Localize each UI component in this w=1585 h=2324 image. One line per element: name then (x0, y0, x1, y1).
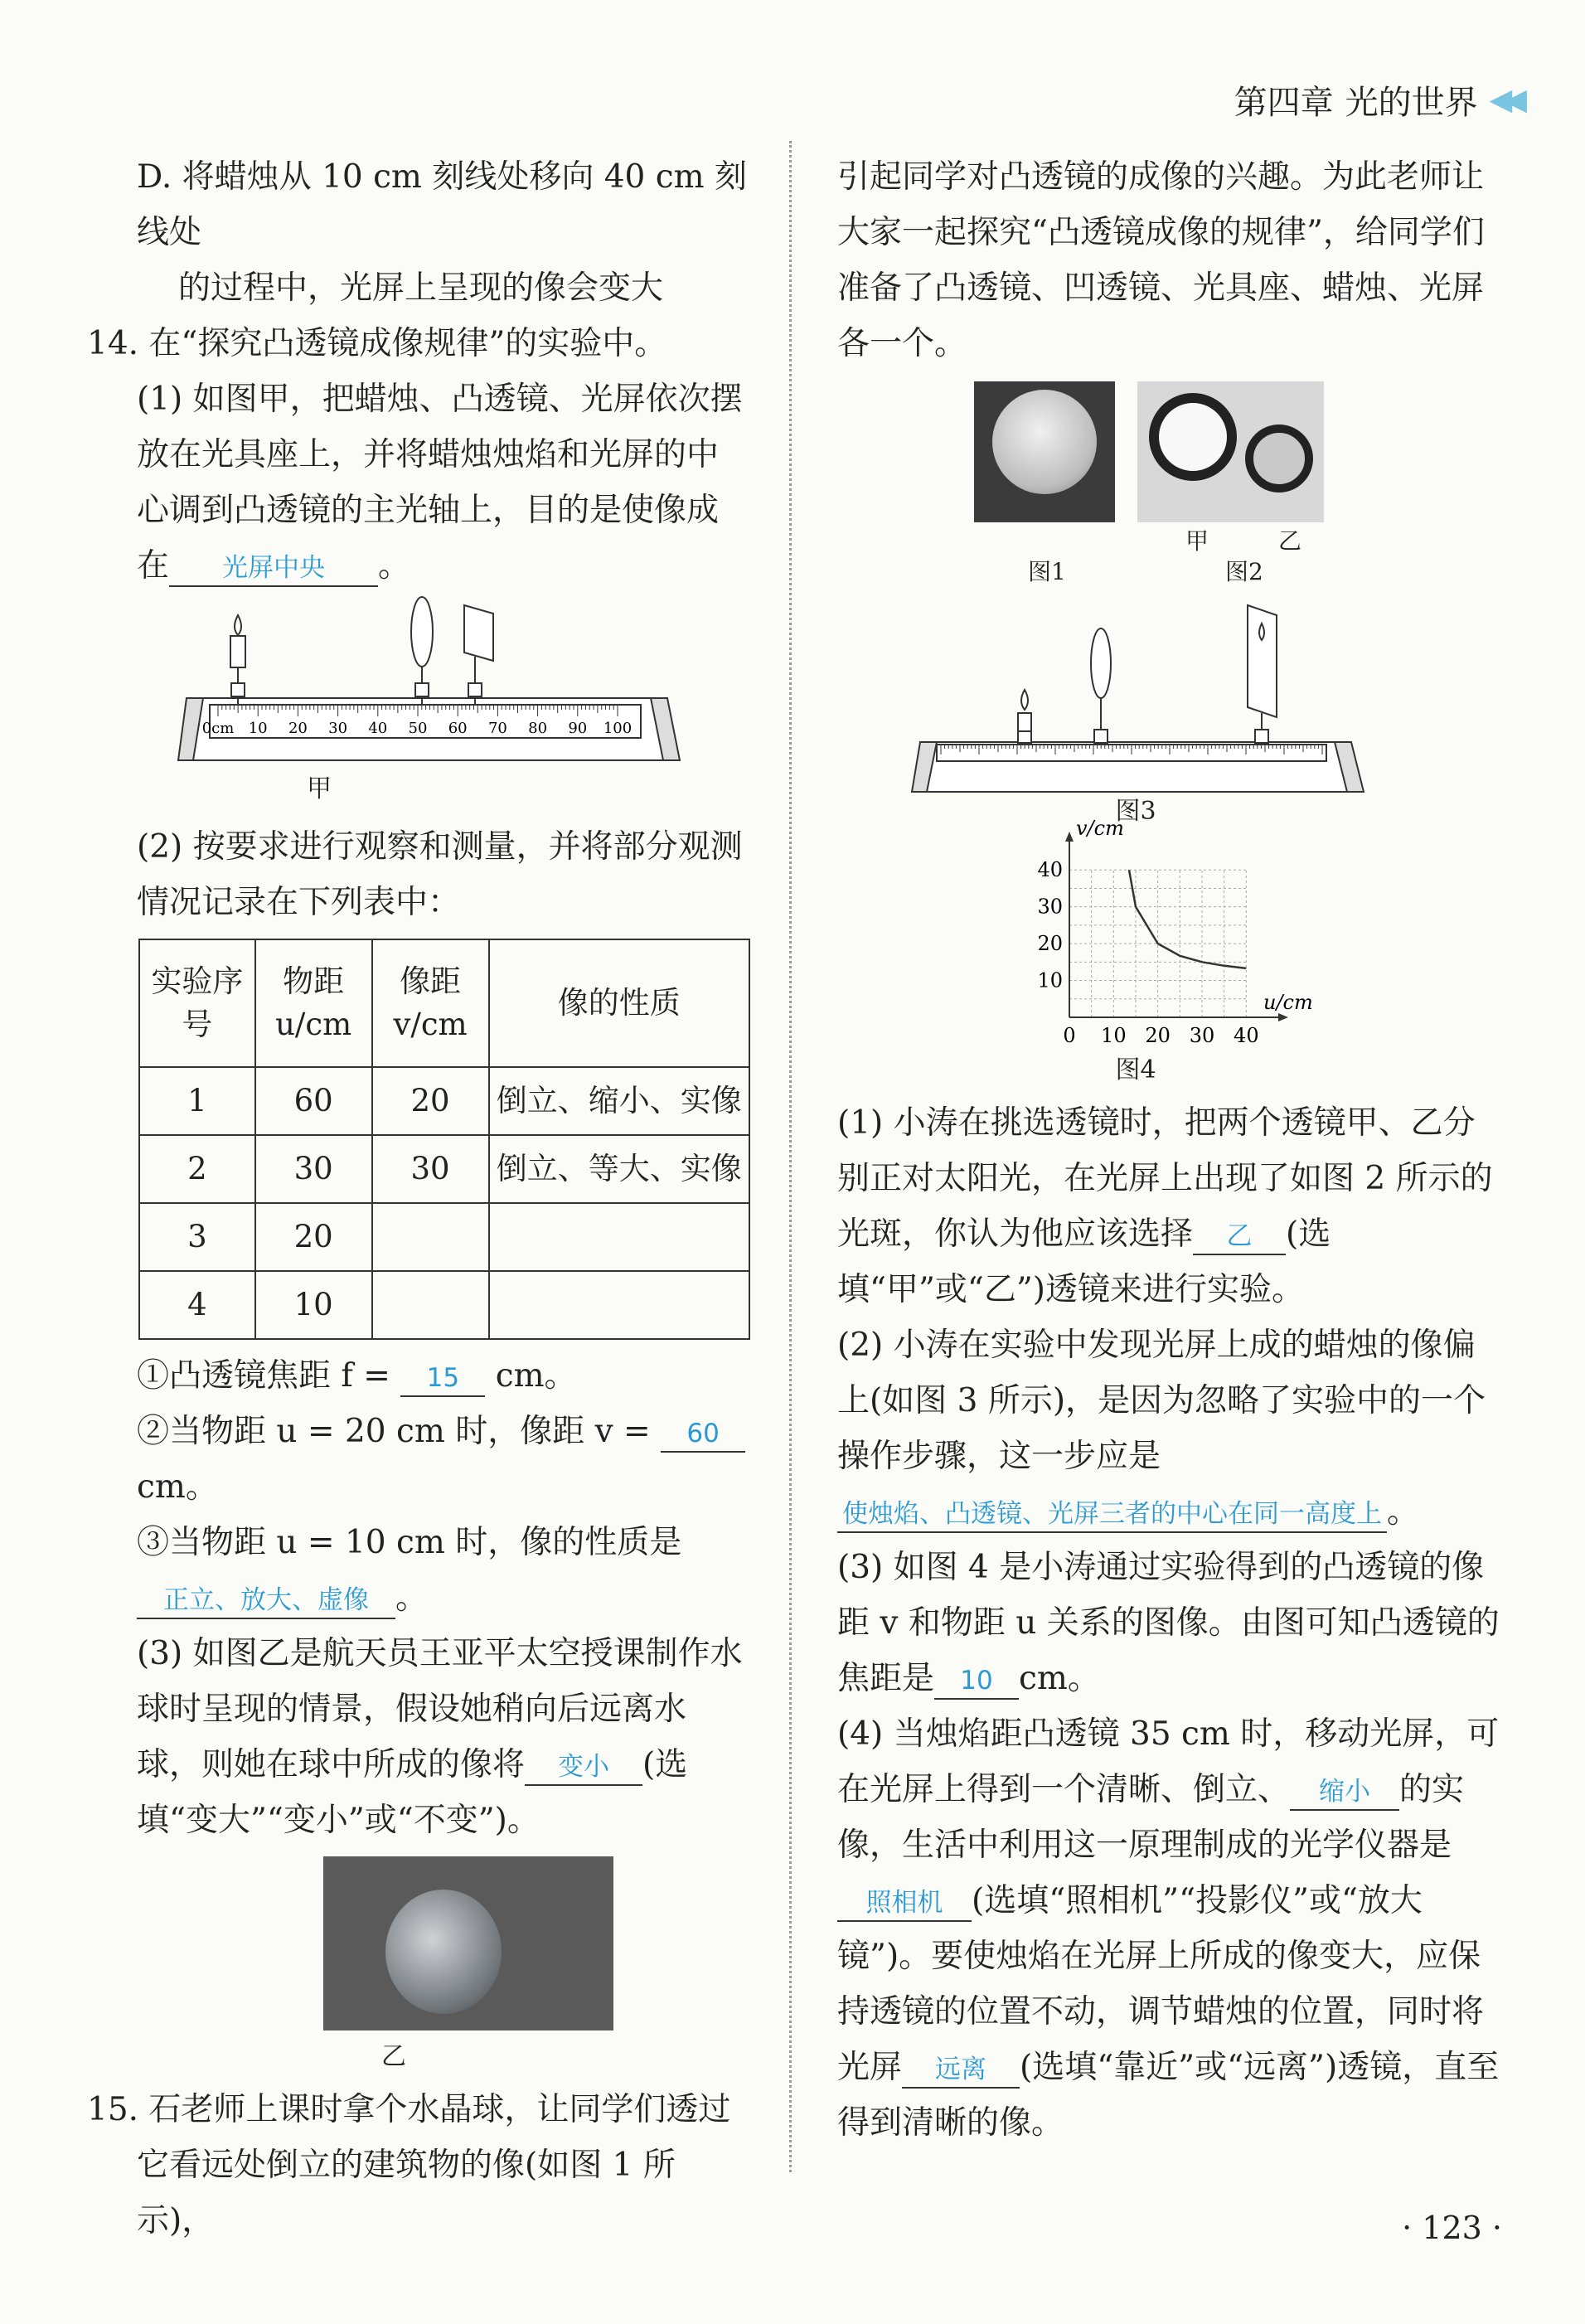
q14-sub1-text: ①凸透镜焦距 f = (137, 1357, 390, 1395)
fig2-yi-label: 乙 (1278, 527, 1302, 555)
table-cell: 20 (255, 1203, 372, 1271)
x-tick-label: 30 (1189, 1024, 1215, 1047)
table-cell: 1 (139, 1067, 255, 1135)
inverted-image-icon (1259, 623, 1264, 640)
x-tick-label: 40 (1234, 1024, 1259, 1047)
ruler-label: 40 (368, 720, 388, 737)
fig-yi-caption: 乙 (381, 2042, 406, 2071)
q15-part1-answer[interactable]: 乙 (1193, 1219, 1286, 1255)
q14-sub3: ③当物距 u = 10 cm 时，像的性质是正立、放大、虚像 。 (87, 1515, 750, 1626)
header-cell: 像的性质 (489, 939, 750, 1067)
q14-part1-answer[interactable]: 光屏中央 (169, 551, 378, 587)
lens-holder (415, 683, 429, 696)
convex-lens-icon (411, 597, 433, 667)
table-cell[interactable] (489, 1203, 750, 1271)
ruler-labels (202, 720, 632, 737)
table-cell: 20 (372, 1067, 489, 1135)
header-cell: 物距u/cm (255, 939, 372, 1067)
water-ball-photo (323, 1856, 613, 2030)
table-row (139, 1067, 749, 1135)
q14-sub2-unit: cm。 (137, 1468, 218, 1506)
table-cell[interactable] (489, 1271, 750, 1339)
fig4-caption: 图4 (1115, 1055, 1156, 1084)
screen-holder (468, 683, 482, 696)
page-header (1234, 76, 1519, 124)
table-cell: 4 (139, 1271, 255, 1339)
crystal-ball-icon (992, 390, 1097, 494)
table-cell: 倒立、等大、实像 (489, 1135, 750, 1203)
light-screen-icon (1248, 605, 1277, 717)
q15-part4-answer-c[interactable]: 远离 (902, 2052, 1020, 2089)
q14-part2: (2) 按要求进行观察和测量，并将部分观测情况记录在下列表中： (137, 828, 743, 921)
fig3-caption: 图3 (1115, 797, 1156, 826)
q15-part4-answer-a[interactable]: 缩小 (1290, 1774, 1399, 1811)
v-u-chart (837, 817, 1500, 1059)
column-divider (789, 141, 792, 2172)
q14-part3 (87, 1626, 750, 1848)
ruler-label: 0cm (201, 720, 235, 737)
q15-part4 (837, 1706, 1500, 2151)
q15-start: 15. 石老师上课时拿个水晶球，让同学们透过它看远处倒立的建筑物的像(如图 1 所示)， (87, 2091, 731, 2239)
y-tick-label: 10 (1037, 968, 1063, 992)
lens-spots-photo (1137, 381, 1324, 522)
candle-flame-icon (235, 615, 241, 635)
q15-part4-text-d: (选填“靠近”或“远离”)透镜，直至得到清晰的像。 (837, 2049, 1500, 2142)
table-cell: 30 (255, 1135, 372, 1203)
q14-sub2-text: ②当物距 u = 20 cm 时，像距 v = (137, 1413, 651, 1450)
table-header-row (139, 939, 749, 1067)
ruler-label: 10 (248, 720, 268, 737)
light-screen-icon (464, 605, 493, 661)
table-cell[interactable] (372, 1203, 489, 1271)
q15-part4-answer-b[interactable]: 照相机 (837, 1885, 972, 1922)
chapter-label: 第四章 (1234, 84, 1334, 122)
fig2-jia-label: 甲 (1185, 527, 1209, 555)
y-tick-label: 30 (1037, 895, 1063, 919)
q15-part2-answer[interactable]: 使烛焰、凸透镜、光屏三者的中心在同一高度上 (837, 1497, 1387, 1533)
q14-sub1-unit: cm。 (495, 1357, 577, 1395)
figures-1-2 (837, 381, 1500, 605)
ruler-label: 90 (568, 720, 588, 737)
ruler-label: 20 (288, 720, 308, 737)
header-cell: 实验序号 (139, 939, 255, 1067)
ruler-label: 100 (603, 720, 633, 737)
fig-jia-caption: 甲 (307, 774, 332, 803)
q14-sub3-text: ③当物距 u = 10 cm 时，像的性质是 (137, 1524, 682, 1561)
q15-part4-text-c: (选填“照相机”“投影仪”或“放大镜”)。要使烛焰在光屏上所成的像变大，应保持透镜的位置不动，调节蜡烛的位置，同时将光屏 (837, 1882, 1485, 2086)
convex-lens-icon (1091, 628, 1111, 698)
q15-part2: (2) 小涛在实验中发现光屏上成的蜡烛的像偏上(如图 3 所示)，是因为忽略了实验中的一个操作步骤，这一步应是使烛焰、凸透镜、光屏三者的中心在同一高度上 。 (837, 1317, 1500, 1540)
candle-holder (231, 683, 245, 696)
q14-sub2 (87, 1404, 750, 1515)
y-tick-label: 40 (1037, 858, 1063, 882)
right-column (837, 149, 1500, 2151)
q14-sub1-answer[interactable]: 15 (400, 1361, 485, 1397)
lens-jia-icon (1149, 393, 1237, 481)
y-tick-label: 20 (1037, 932, 1063, 956)
q15-part1-text: (1) 小涛在挑选透镜时，把两个透镜甲、乙分别正对太阳光，在光屏上出现了如图 2 所示的光斑，你认为他应该选择 (837, 1104, 1493, 1253)
chart-xlabel: u/cm (1263, 991, 1313, 1014)
optical-bench-figure-jia (87, 599, 750, 773)
q13-option-d-line2: 的过程中，光屏上呈现的像会变大 (178, 269, 664, 307)
table-row (139, 1203, 749, 1271)
table-cell: 10 (255, 1271, 372, 1339)
chart-series-line (1129, 870, 1246, 968)
ruler-label: 50 (408, 720, 428, 737)
q14-part1-text: (1) 如图甲，把蜡烛、凸透镜、光屏依次摆放在光具座上，并将蜡烛烛焰和光屏的中心调到凸透镜的主光轴上，目的是使像成在 (137, 381, 743, 585)
chart-axes (1065, 832, 1288, 1021)
header-cell: 像距v/cm (372, 939, 489, 1067)
candle (230, 636, 245, 667)
page-number: · 123 · (1402, 2210, 1502, 2246)
chapter-title: 光的世界 (1345, 84, 1478, 122)
x-tick-label: 20 (1145, 1024, 1171, 1047)
chart-tick-labels (1037, 858, 1258, 1047)
chevron-left-icon: ◀◀ (1489, 83, 1519, 117)
q14-sub3-answer[interactable]: 正立、放大、虚像 (137, 1583, 395, 1619)
q14-sub1 (87, 1348, 750, 1404)
x-tick-label: 10 (1101, 1024, 1127, 1047)
fig2-caption: 图2 (1225, 558, 1263, 585)
ruler-label: 60 (448, 720, 468, 737)
candle-flame-icon (1021, 690, 1028, 710)
q14-part3-answer[interactable]: 变小 (525, 1749, 642, 1786)
x-axis-arrow-icon (1278, 1013, 1288, 1021)
table-cell[interactable] (372, 1271, 489, 1339)
q14-stem: 14. 在“探究凸透镜成像规律”的实验中。 (87, 325, 667, 362)
q14-part3-text: (3) 如图乙是航天员王亚平太空授课制作水球时呈现的情景，假设她稍向后远离水球，则她在球中所成的像将 (137, 1635, 743, 1783)
q15-part3-answer[interactable]: 10 (934, 1663, 1019, 1700)
x-tick-label: 0 (1063, 1024, 1076, 1047)
left-column (87, 149, 750, 2249)
table-cell: 3 (139, 1203, 255, 1271)
q15-part2-text: (2) 小涛在实验中发现光屏上成的蜡烛的像偏上(如图 3 所示)，是因为忽略了实验中的一个操作步骤，这一步应是 (837, 1327, 1486, 1475)
q14-sub2-answer[interactable]: 60 (661, 1416, 745, 1453)
y-axis-arrow-icon (1065, 832, 1074, 842)
ruler-label: 70 (487, 720, 507, 737)
crystal-ball-photo (974, 381, 1115, 522)
fig1-caption: 图1 (1028, 558, 1066, 585)
q15-part1-post: (选填“甲”或“乙”)透镜来进行实验。 (837, 1215, 1331, 1308)
table-cell: 2 (139, 1135, 255, 1203)
optical-bench-figure-3 (837, 597, 1500, 792)
q15-part3-text: (3) 如图 4 是小涛通过实验得到的凸透镜的像距 v 和物距 u 关系的图像。由图可知凸透镜的焦距是 (837, 1549, 1500, 1697)
table-cell: 倒立、缩小、实像 (489, 1067, 750, 1135)
ruler-label: 30 (328, 720, 348, 737)
table-row (139, 1271, 749, 1339)
q15-continued: 引起同学对凸透镜的成像的兴趣。为此老师让大家一起探究“凸透镜成像的规律”，给同学们准备了凸透镜、凹透镜、光具座、蜡烛、光屏各一个。 (837, 158, 1485, 362)
q13-option-d-line1: D. 将蜡烛从 10 cm 刻线处移向 40 cm 刻线处 (137, 158, 747, 251)
q14-part3-post: (选填“变大”“变小”或“不变”)。 (137, 1746, 688, 1839)
table-cell: 30 (372, 1135, 489, 1203)
q14-part1: (1) 如图甲，把蜡烛、凸透镜、光屏依次摆放在光具座上，并将蜡烛烛焰和光屏的中心调到凸透镜的主光轴上，目的是使像成在 光屏中央 。 (87, 371, 750, 594)
q15-part3 (837, 1540, 1500, 1706)
observation-table (138, 939, 750, 1340)
chart-ylabel: v/cm (1076, 817, 1124, 840)
q15-part4-text-b: 的实像，生活中利用这一原理制成的光学仪器是 (837, 1771, 1465, 1864)
water-ball-icon (385, 1890, 502, 2014)
q15-part4-text-a: (4) 当烛焰距凸透镜 35 cm 时，移动光屏，可在光屏上得到一个清晰、倒立、 (837, 1715, 1500, 1808)
q15-part1 (837, 1095, 1500, 1317)
table-row (139, 1135, 749, 1203)
ruler-label: 80 (528, 720, 548, 737)
q15-part3-unit: cm。 (1019, 1660, 1100, 1697)
table-cell: 60 (255, 1067, 372, 1135)
lens-yi-icon (1245, 425, 1313, 492)
